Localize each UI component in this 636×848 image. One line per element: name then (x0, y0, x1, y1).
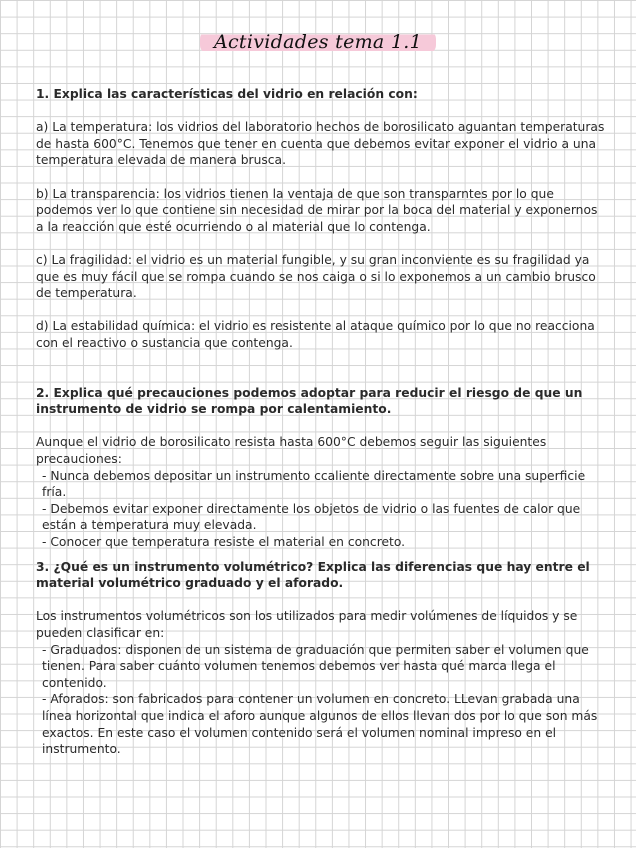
list-item: - Graduados: disponen de un sistema de graduación que permiten saber el volumen que tienen. Para saber cuánto volumen tenemos debemos ver hasta qué marca llega el contenido. (42, 642, 589, 690)
list-item: - Aforados: son fabricados para contener un volumen en concreto. LLevan grabada una línea horizontal que indica el aforo aunque algunos de ellos llevan dos por lo que son más exactos. En este caso el volumen contenido será el volumen nominal impreso en el instrumento. (42, 692, 598, 757)
page-title: Actividades tema 1.1 (200, 30, 436, 54)
answer-3-intro: Los instrumentos volumétricos son los utilizados para medir volúmenes de líquidos y se pueden clasificar en: (36, 609, 578, 640)
title-container (0, 30, 636, 54)
answer-1a: a) La temperatura: los vidrios del laboratorio hechos de borosilicato aguantan temperaturas de hasta 600°C. Tenemos que tener en cuenta que debemos evitar exponer el vidrio a una temperatura elevada de manera brusca. (36, 120, 605, 168)
question-2: 2. Explica qué precauciones podemos adoptar para reducir el riesgo de que un instrumento de vidrio se rompa por calentamiento. (36, 385, 583, 417)
question-1: 1. Explica las características del vidrio en relación con: (36, 87, 418, 101)
list-item: - Conocer que temperatura resiste el material en concreto. (42, 535, 406, 550)
answer-1c: c) La fragilidad: el vidrio es un material fungible, y su gran inconviente es su fragilidad ya que es muy fácil que se rompa cuando se nos caiga o si lo exponemos a un cambio brusco de temperatura. (36, 252, 596, 301)
document-body (36, 86, 608, 758)
answer-1b: b) La transparencia: los vidrios tienen la ventaja de que son transparntes por lo que podemos ver lo que contiene sin necesidad de mirar por la boca del material y exponernos a la reacción que esté ocurriendo o al material que lo contenga. (36, 186, 598, 234)
list-item: - Nunca debemos depositar un instrumento ccaliente directamente sobre una superficie fría. (42, 468, 586, 500)
answer-1d: d) La estabilidad química: el vidrio es resistente al ataque químico por lo que no reacciona con el reactivo o sustancia que contenga. (36, 319, 595, 350)
answer-2-intro: Aunque el vidrio de borosilicato resista hasta 600°C debemos seguir las siguientes precauciones: (36, 435, 547, 467)
list-item: - Debemos evitar exponer directamente los objetos de vidrio o las fuentes de calor que están a temperatura muy elevada. (42, 501, 581, 533)
question-3: 3. ¿Qué es un instrumento volumétrico? Explica las diferencias que hay entre el material volumétrico graduado y el aforado. (36, 559, 590, 591)
